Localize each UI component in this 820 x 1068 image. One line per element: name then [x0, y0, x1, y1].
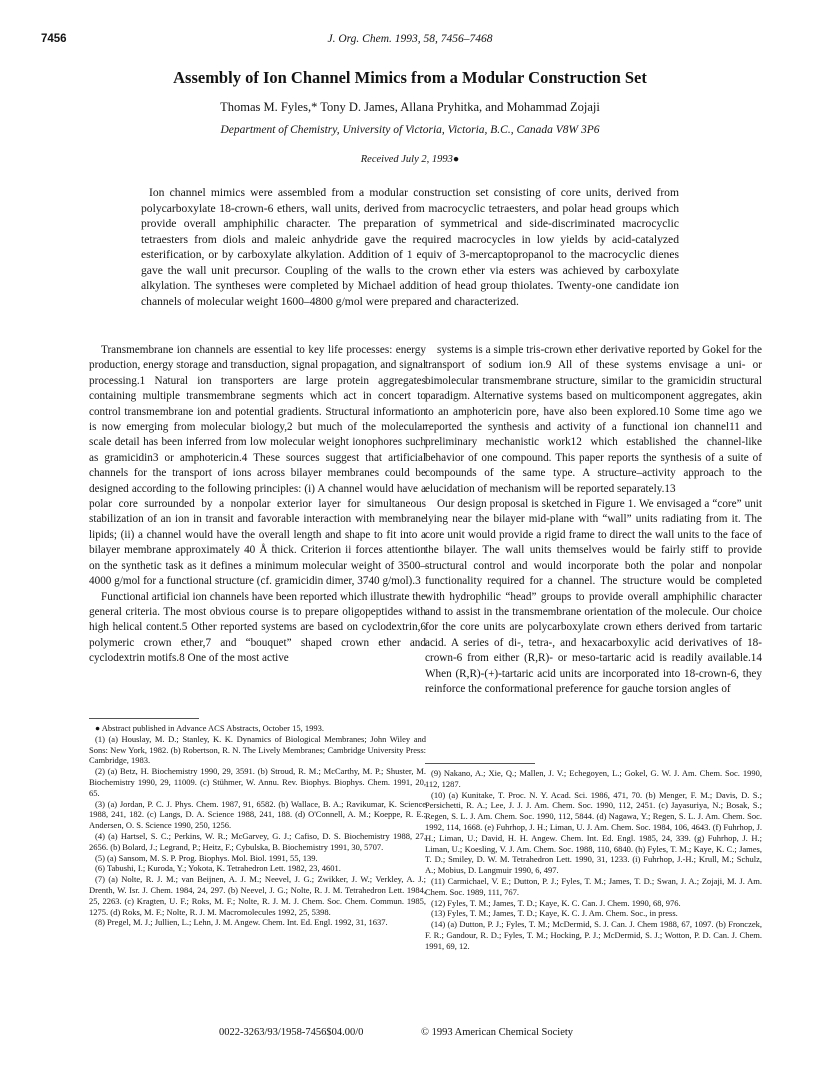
footnote: ● Abstract published in Advance ACS Abstracts, October 15, 1993.: [95, 723, 324, 733]
footnotes-left: [89, 723, 426, 928]
body-paragraph: systems is a simple tris-crown ether derivative reported by Gokel for the transport of sodium ion.9 All of these systems envisage a uni- or bimolecular transmembrane structure, similar to the gramicidin structural paradigm. Alternative systems based on multicomponent aggregates, akin to an amphotericin pore, have also been explored.10 Some time ago we reported the synthesis and activity of a functional ion channel11 and preliminary mechanistic work12 which established the channel-like behavior of one compound. This paper reports the synthesis of a suite of compounds of the same type. A structure–activity approach to the elucidation of mechanism will be reported separately.13: [425, 344, 762, 495]
body-paragraph: Transmembrane ion channels are essential to key life processes: energy production, energy storage and transduction, signal propagation, and signal processing.1 Natural ion transporters are large protein aggregates containing multiple transmembrane segments which act in concert to control transmembrane ion and potential gradients. Structural information is now emerging from molecular biology,2 but much of the molecular scale detail has been inferred from low molecular weight ionophores such as gramicidin3 or amphotericin.4 These sources suggest that artificial channels for the transport of ions across bilayer membranes could be designed according to the following principles: (i) A channel would have a polar core surrounded by a nonpolar exterior layer for simultaneous stabilization of an ion in transit and favorable interaction with membrane lipids; (ii) a channel would have the overall length and shape to fit into a bilayer membrane approximately 40 Å thick. Criterion ii forces attention on the synthetic task as it defines a minimum molecular weight of 3500–4000 g/mol for a functional structure (cf. gramicidin dimer, 3740 g/mol).3: [89, 344, 426, 588]
article-code: 0022-3263/93/1958-7456$04.00/0: [219, 1027, 364, 1038]
affiliation: Department of Chemistry, University of Victoria, Victoria, B.C., Canada V8W 3P6: [220, 124, 600, 136]
author-list: Thomas M. Fyles,* Tony D. James, Allana Pryhitka, and Mohammad Zojaji: [220, 100, 600, 114]
footnotes-right: [425, 768, 762, 952]
footnote: (10) (a) Kunitake, T. Proc. N. Y. Acad. Sci. 1986, 471, 70. (b) Menger, F. M.; Davis, D. S.; Persichetti, R. A.; Lee, J. J. J. Am. Chem. Soc. 1990, 112, 2451. (c) Jayasuriya, N.; Bosak, S.; Regen, S. L. J. Am. Chem. Soc. 1990, 112, 5844. (d) Nagawa, Y.; Regen, S. L. J. Am. Chem. Soc. 1992, 114, 1668. (e) Fuhrhop, J. H.; Liman, U. J. Am. Chem. Soc. 1984, 106, 4643. (f) Fuhrhop, J. H.; Liman, U.; David, H. H. Angew. Chem. Int. Ed. Engl. 1985, 24, 339. (g) Fuhrhop, J. H.; Liman, U.; Koesling, V. J. Am. Chem. Soc. 1988, 110, 6840. (h) Fyles, T. M.; Kaye, K. C.; James, T. D.; Smiley, D. W. M. Tetrahedron Lett. 1990, 31, 1233. (i) Fuhrhop, J.-H.; Krull, M.; Schulz, A.; Mobius, D. Langmuir 1990, 6, 497.: [425, 789, 762, 876]
footnote: (5) (a) Sansom, M. S. P. Prog. Biophys. Mol. Biol. 1991, 55, 139.: [95, 852, 318, 863]
footnote: (11) Carmichael, V. E.; Dutton, P. J.; Fyles, T. M.; James, T. D.; Swan, J. A.; Zojaji, M. J. Am. Chem. Soc. 1989, 111, 767.: [425, 875, 762, 897]
footnote: (9) Nakano, A.; Xie, Q.; Mallen, J. V.; Echegoyen, L.; Gokel, G. W. J. Am. Chem. Soc. 1990, 112, 1287.: [425, 768, 762, 789]
footnote: (13) Fyles, T. M.; James, T. D.; Kaye, K. C. J. Am. Chem. Soc., in press.: [431, 908, 678, 919]
body-paragraph: Our design proposal is sketched in Figure 1. We envisaged a “core” unit lying near the bilayer mid-plane with “wall” units radiating from it. The core unit would provide a rigid frame to direct the wall units to the face of the bilayer. The wall units themselves would be fairly stiff to provide structural control and would incorporate both the polar and nonpolar functionality required for a channel. The structure would be completed with hydrophilic “head” groups to provide overall amphiphilic character and to assist in the transmembrane orientation of the molecule. Our choice for the core units are polycarboxylate crown ethers derived from tartaric acid. A series of di-, tetra-, and hexacarboxylic acid derivatives of 18-crown-6 from either (R,R)- or meso-tartaric acid is readily available.14 When (R,R)-(+)-tartaric acid units are incorporated into 18-crown-6, they reinforce the conformational preference for gauche torsion angles of: [425, 498, 762, 695]
footnote: (6) Tabushi, I.; Kuroda, Y.; Yokota, K. Tetrahedron Lett. 1982, 23, 4601.: [95, 863, 341, 874]
copyright: © 1993 American Chemical Society: [421, 1027, 574, 1038]
abstract: Ion channel mimics were assembled from a modular construction set consisting of core units, derived from polycarboxylate 18-crown-6 ethers, wall units, derived from macrocyclic tetraesters, and polar head groups which provide overall amphiphilic character. The preparation of symmetrical and side-discriminated macrocyclic tetraesters from diols and maleic anhydride gave the required macrocycles in low yields by acid-catalyzed esterification, or by carboxylate alkylation. Addition of 1 equiv of 3-mercaptopropanol to the macrocyclic dienes gave the wall unit precursor. Coupling of the walls to the crown ether via esters was achieved by carboxylate alkylation. The syntheses were completed by Michael addition of head group thiolates. Twenty-one candidate ion channels of molecular weight 1600–4800 g/mol were prepared and characterized.: [141, 186, 679, 308]
footnote: (1) (a) Houslay, M. D.; Stanley, K. K. Dynamics of Biological Membranes; John Wiley and Sons: New York, 1982. (b) Robertson, R. N. The Lively Membranes; Cambridge University Press: Cambridge, 1983.: [89, 733, 426, 766]
body-column-left: [89, 343, 426, 667]
footnote-rule: [89, 718, 199, 719]
footnote: (3) (a) Jordan, P. C. J. Phys. Chem. 1987, 91, 6582. (b) Wallace, B. A.; Ravikumar, K. Science 1988, 241, 182. (c) Langs, D. A. Science 1988, 241, 188. (d) O'Connell, A. M.; Koeppe, R. E.; Andersen, O. S. Science 1990, 250, 1256.: [89, 798, 426, 831]
body-column-right: [425, 343, 762, 697]
footnote: (8) Pregel, M. J.; Jullien, L.; Lehn, J. M. Angew. Chem. Int. Ed. Engl. 1992, 31, 1637.: [95, 917, 388, 928]
footnote: (4) (a) Hartsel, S. C.; Perkins, W. R.; McGarvey, G. J.; Cafiso, D. S. Biochemistry 1988, 27, 2656. (b) Bolard, J.; Legrand, P.; Heitz, F.; Cybulska, B. Biochemistry 1991, 30, 5707.: [89, 830, 426, 852]
journal-citation: J. Org. Chem. 1993, 58, 7456–7468: [327, 33, 493, 45]
footnote: (7) (a) Nolte, R. J. M.; van Beijnen, A. J. M.; Neevel, J. G.; Zwikker, J. W.; Verkley, A. J.; Drenth, W. Isr. J. Chem. 1984, 24, 297. (b) Neevel, J. G.; Nolte, R. J. M. Tetrahedron Lett. 1984, 25, 2263. (c) Kragten, U. F.; Roks, M. F.; Nolte, R. J. M. J. Chem. Soc. Chem. Commun. 1985, 1275. (d) Roks, M. F.; Nolte, R. J. M. Macromolecules 1992, 25, 5398.: [89, 874, 426, 917]
body-paragraph: Functional artificial ion channels have been reported which illustrate the general criteria. The most obvious course is to prepare oligopeptides with high helical content.5 Other reported systems are based on cyclodextrin,6 polymeric crown ether,7 and “bouquet” shaped crown ether and cyclodextrin motifs.8 One of the most active: [89, 590, 426, 665]
footnote: (2) (a) Betz, H. Biochemistry 1990, 29, 3591. (b) Stroud, R. M.; McCarthy, M. P.; Shuster, M. Biochemistry 1990, 29, 11009. (c) Stühmer, W. Annu. Rev. Biophys. Biophys. Chem. 1991, 20, 65.: [89, 766, 426, 798]
footnote: (12) Fyles, T. M.; James, T. D.; Kaye, K. C. Can. J. Chem. 1990, 68, 976.: [431, 897, 681, 908]
received-date: Received July 2, 1993●: [360, 154, 460, 165]
page-number: 7456: [41, 33, 67, 45]
footnote-rule: [425, 763, 535, 764]
footnote: (14) (a) Dutton, P. J.; Fyles, T. M.; McDermid, S. J. Can. J. Chem 1988, 67, 1097. (b) Fronczek, F. R.; Gandour, R. D.; Fyles, T. M.; Hocking, P. J.; McDermid, S. J.; Wotton, P. D. Can. J. Chem. 1991, 69, 12.: [425, 919, 762, 951]
running-head: [41, 33, 779, 49]
article-title: Assembly of Ion Channel Mimics from a Modular Construction Set: [173, 68, 647, 87]
